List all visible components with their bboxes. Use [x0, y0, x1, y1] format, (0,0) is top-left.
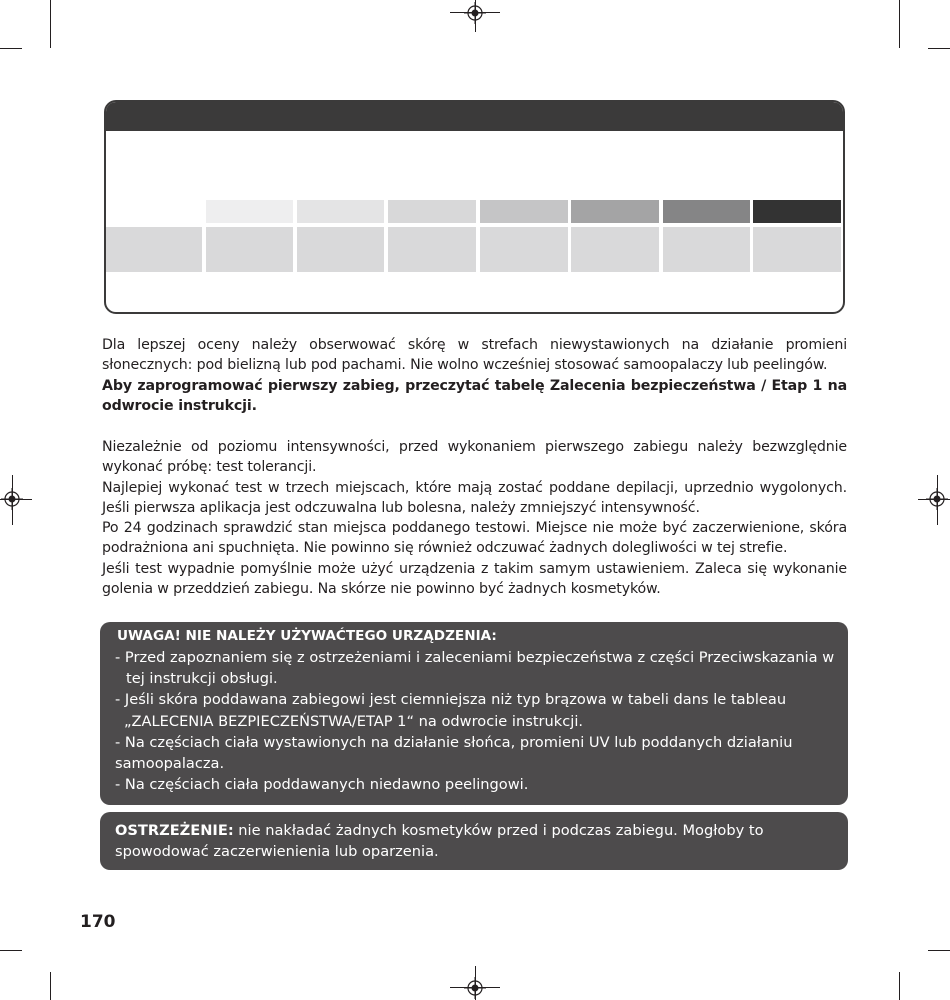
table-cell — [480, 227, 568, 272]
registration-mark-icon — [926, 488, 948, 510]
skin-type-table — [104, 100, 845, 314]
warning-item: - Na częściach ciała poddawanych niedawno peelingowi. — [115, 776, 529, 793]
registration-mark-icon — [464, 977, 486, 999]
table-row-label-cell — [106, 227, 202, 272]
intro-text — [102, 335, 847, 416]
table-cell — [753, 227, 841, 272]
warning-box — [100, 622, 848, 805]
skin-tone-swatch — [388, 200, 476, 223]
observation-paragraph: Dla lepszej oceny należy obserwować skórę w strefach niewystawionych na działanie promieni słonecznych: pod bielizną lub pod pachami. Nie wolno wcześniej stosować samoopalaczy lub peelingów. — [102, 337, 847, 374]
table-cell — [206, 227, 293, 272]
crop-mark — [0, 48, 22, 49]
test-paragraph: Jeśli test wypadnie pomyślnie może użyć urządzenia z takim samym ustawieniem. Zaleca się wykonanie golenia w przeddzień zabiegu. Na skórze nie powinno być żadnych kosmetyków. — [102, 560, 847, 598]
warning-item: - Jeśli skóra poddawana zabiegowi jest ciemniejsza niż typ brązowa w tabeli dans le tableau — [115, 691, 787, 708]
crop-mark — [50, 972, 51, 1000]
crop-mark — [899, 972, 900, 1000]
test-paragraph: Niezależnie od poziomu intensywności, przed wykonaniem pierwszego zabiegu należy bezwzględnie wykonać próbę: test tolerancji. — [102, 439, 847, 476]
table-cell — [297, 227, 384, 272]
table-cell — [663, 227, 750, 272]
registration-mark-icon — [464, 2, 486, 24]
tolerance-test-text — [102, 437, 847, 599]
skin-tone-swatch — [753, 200, 841, 223]
skin-table-header — [106, 102, 843, 131]
test-paragraph: Najlepiej wykonać test w trzech miejscach, które mają zostać poddane depilacji, uprzednio wygolonych. Jeśli pierwsza aplikacja jest odczuwalna lub bolesna, należy zmniejszyć intensywność. — [102, 479, 847, 516]
crop-mark — [50, 0, 51, 48]
crop-mark — [928, 48, 950, 49]
skin-tone-swatch — [663, 200, 750, 223]
table-cell — [388, 227, 476, 272]
warning-item: „ZALECENIA BEZPIECZEŃSTWA/ETAP 1“ na odwrocie instrukcji. — [124, 713, 584, 730]
test-paragraph: Po 24 godzinach sprawdzić stan miejsca poddanego testowi. Miejsce nie może być zaczerwienione, skóra podrażniona ani spuchnięta. Nie powinno się również odczuwać żadnych dolegliwości w tej strefie. — [102, 520, 847, 557]
skin-tone-swatch — [480, 200, 568, 223]
registration-mark-icon — [1, 488, 23, 510]
caution-box — [100, 812, 848, 870]
skin-tone-swatch — [297, 200, 384, 223]
warning-item: - Przed zapoznaniem się z ostrzeżeniami i zaleceniami bezpieczeństwa z części Przeciwskazania w — [115, 649, 835, 666]
skin-tone-swatch — [206, 200, 293, 223]
caution-text: nie nakładać żadnych kosmetyków przed i podczas zabiegu. Mogłoby to spowodować zaczerwienienia lub oparzenia. — [115, 822, 764, 860]
skin-tone-swatch — [571, 200, 659, 223]
warning-item: samoopalacza. — [115, 755, 225, 772]
table-cell — [571, 227, 659, 272]
crop-mark — [899, 0, 900, 48]
warning-item: tej instrukcji obsługi. — [126, 670, 278, 687]
warning-title: UWAGA! NIE NALEŻY UŻYWAĆTEGO URZĄDZENIA: — [117, 628, 497, 644]
warning-item: - Na częściach ciała wystawionych na działanie słońca, promieni UV lub poddanych działaniu — [115, 734, 793, 751]
crop-mark — [928, 950, 950, 951]
caution-label: OSTRZEŻENIE: — [115, 822, 234, 839]
page-number: 170 — [80, 912, 116, 932]
crop-mark — [0, 950, 22, 951]
programming-note: Aby zaprogramować pierwszy zabieg, przeczytać tabelę Zalecenia bezpieczeństwa / Etap 1 na odwrocie instrukcji. — [102, 377, 847, 414]
